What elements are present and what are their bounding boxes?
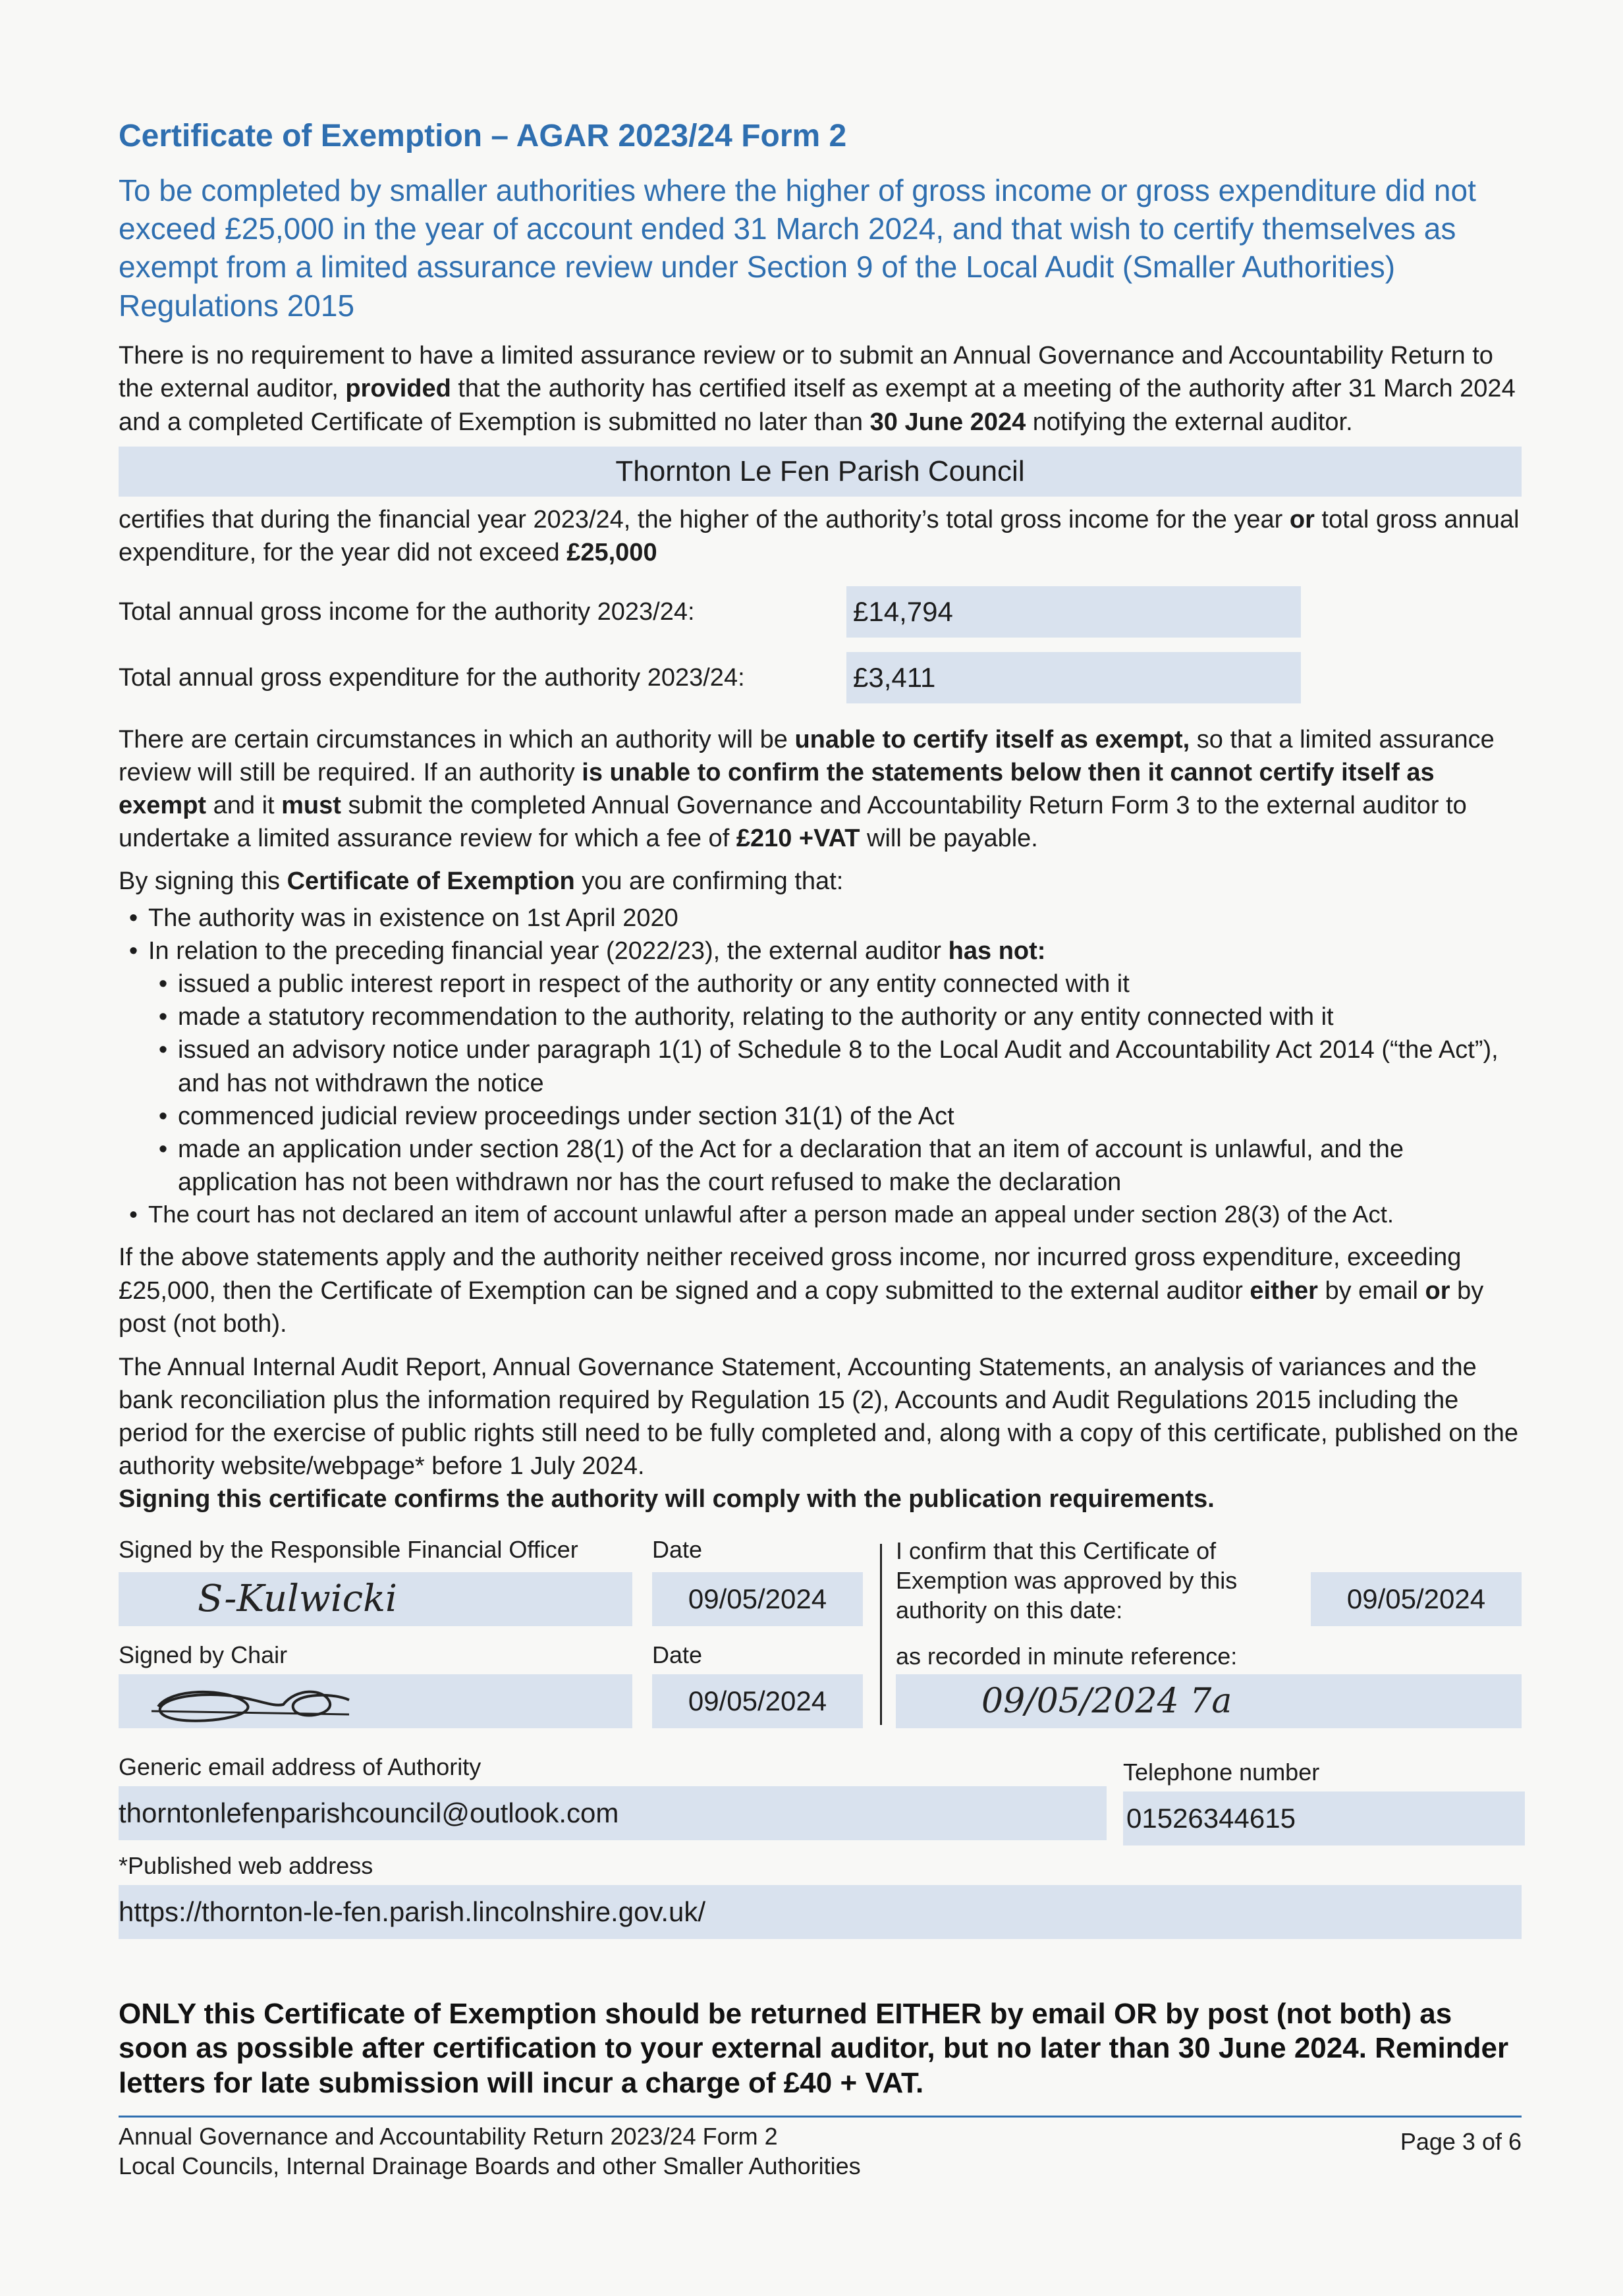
income-amount-field[interactable]: £14,794 — [846, 586, 1301, 638]
certifies-paragraph: certifies that during the financial year 2023/24, the higher of the authority’s total gross income for the year or total gross annual expenditure, for the year did not exceed £25,000 — [119, 505, 1520, 566]
return-notice: ONLY this Certificate of Exemption should be returned EITHER by email OR by post (not both) as soon as possible after certification to your external auditor, but no later than 30 June 2024. Reminder letters for late submission will incur a charge of £40 + VAT. — [119, 1997, 1509, 2100]
chair-signature-field[interactable] — [119, 1674, 632, 1728]
certificate-page — [119, 99, 1522, 2181]
rfo-signature-label: Signed by the Responsible Financial Officer — [119, 1535, 578, 1563]
rfo-signature-field[interactable] — [119, 1572, 632, 1626]
minute-reference: 09/05/2024 7a — [981, 1681, 1232, 1721]
page-number: Page 3 of 6 — [1400, 2128, 1522, 2155]
confirm-intro: By signing this Certificate of Exemption you are confirming that: — [119, 867, 844, 895]
requirement-paragraph: There is no requirement to have a limited assurance review or to submit an Annual Governance and Accountability Return to the external auditor, provided that the authority has certified itself as exempt at a meeting of the authority after 31 March 2024 and a completed Certificate of Exemption is submitted no later than 30 June 2024 notifying the external auditor. — [119, 342, 1516, 436]
list-item: • In relation to the preceding financial year (2022/23), the external auditor has not: • issued a public interest report in respect of the authority or any entity connected with it • made a statutory recommendation to the authority, relating to the authority or any entity connected with it • issued an advisory notice under paragraph 1(1) of Schedule 8 to the Local Audit and Accountability Act 2014 (“the Act”), and has not withdrawn the notice • commenced judicial review proceedings under section 31(1) of the Act • made an application under section 28(1) of the Act for a declaration that an item of account is unlawful, and the application has not been withdrawn nor has the court refused to make the declaration — [148, 935, 1522, 1199]
chair-signature-scribble-icon — [132, 1675, 382, 1728]
list-item: • commenced judicial review proceedings under section 31(1) of the Act — [178, 1100, 1522, 1133]
authority-name-field[interactable] — [119, 447, 1522, 497]
email-label: Generic email address of Authority — [119, 1753, 481, 1780]
phone-label: Telephone number — [1123, 1758, 1320, 1786]
minute-reference-label: as recorded in minute reference: — [896, 1642, 1238, 1670]
contact-section — [119, 1753, 1522, 1971]
footer-title: Annual Governance and Accountability Return 2023/24 Form 2 Local Councils, Internal Drainage Boards and other Smaller Authorities — [119, 2123, 861, 2179]
expenditure-amount-field[interactable]: £3,411 — [846, 652, 1301, 703]
income-label: Total annual gross income for the authority 2023/24: — [119, 597, 695, 626]
publication-paragraph: The Annual Internal Audit Report, Annual Governance Statement, Accounting Statements, an analysis of variances and the bank reconciliation plus the information required by Regulation 15 (2), Accounts and Audit Regulations 2015 including the period for the exercise of public rights still need to be fully completed and, along with a copy of this certificate, published on the authority website/webpage* before 1 July 2024. Signing this certificate confirms the authority will comply with the publication requirements. — [119, 1353, 1518, 1514]
list-item: • made an application under section 28(1) of the Act for a declaration that an item of account is unlawful, and the application has not been withdrawn nor has the court refused to make the declaration — [178, 1133, 1522, 1199]
intro-text: To be completed by smaller authorities where the higher of gross income or gross expenditure did not exceed £25,000 in the year of account ended 31 March 2024, and that wish to certify themselves as exempt from a limited assurance review under Section 9 of the Local Audit (Smaller Authorities) Regulations 2015 — [119, 173, 1476, 323]
chair-signature-label: Signed by Chair — [119, 1641, 288, 1668]
list-item: • issued an advisory notice under paragraph 1(1) of Schedule 8 to the Local Audit and Accountability Act 2014 (“the Act”), and has not withdrawn the notice — [178, 1033, 1522, 1099]
page-title: Certificate of Exemption – AGAR 2023/24 Form 2 — [119, 119, 847, 153]
approval-text: I confirm that this Certificate of Exemption was approved by this authority on this date: — [896, 1537, 1238, 1624]
income-row — [119, 586, 1522, 638]
rfo-signature: S-Kulwicki — [198, 1577, 397, 1621]
approval-date-field[interactable]: 09/05/2024 — [1311, 1572, 1522, 1626]
expenditure-row — [119, 652, 1522, 703]
rfo-date-field[interactable]: 09/05/2024 — [652, 1572, 863, 1626]
phone-field[interactable]: 01526344615 — [1123, 1791, 1525, 1845]
list-item: • made a statutory recommendation to the authority, relating to the authority or any entity connected with it — [178, 1000, 1522, 1033]
conditions-list — [119, 902, 1522, 1231]
list-item: • The authority was in existence on 1st April 2020 — [148, 902, 1522, 935]
expenditure-label: Total annual gross expenditure for the authority 2023/24: — [119, 663, 745, 692]
list-item: • issued a public interest report in respect of the authority or any entity connected with it — [178, 968, 1522, 1000]
statements-paragraph: If the above statements apply and the authority neither received gross income, nor incurred gross expenditure, exceeding £25,000, then the Certificate of Exemption can be signed and a copy submitted to the external auditor either by email or by post (not both). — [119, 1244, 1484, 1338]
chair-date-label: Date — [652, 1641, 703, 1668]
list-item: • The court has not declared an item of account unlawful after a person made an appeal under section 28(3) of the Act. — [148, 1199, 1522, 1230]
signature-divider — [880, 1544, 882, 1725]
web-address-field[interactable]: https://thornton-le-fen.parish.lincolnshire.gov.uk/ — [119, 1885, 1522, 1939]
page-footer — [119, 2116, 1522, 2181]
email-field[interactable]: thorntonlefenparishcouncil@outlook.com — [119, 1786, 1107, 1840]
minute-reference-field[interactable] — [896, 1674, 1522, 1728]
signature-section — [119, 1536, 1522, 1753]
circumstances-paragraph: There are certain circumstances in which an authority will be unable to certify itself as exempt, so that a limited assurance review will still be required. If an authority is unable to confirm the statements below then it cannot certify itself as exempt and it must submit the completed Annual Governance and Accountability Return Form 3 to the external auditor to undertake a limited assurance review for which a fee of £210 +VAT will be payable. — [119, 726, 1495, 853]
chair-date-field[interactable]: 09/05/2024 — [652, 1674, 863, 1728]
rfo-date-label: Date — [652, 1535, 703, 1563]
web-address-label: *Published web address — [119, 1851, 373, 1879]
authority-name: Thornton Le Fen Parish Council — [615, 454, 1025, 487]
auditor-conditions-list — [148, 968, 1522, 1199]
